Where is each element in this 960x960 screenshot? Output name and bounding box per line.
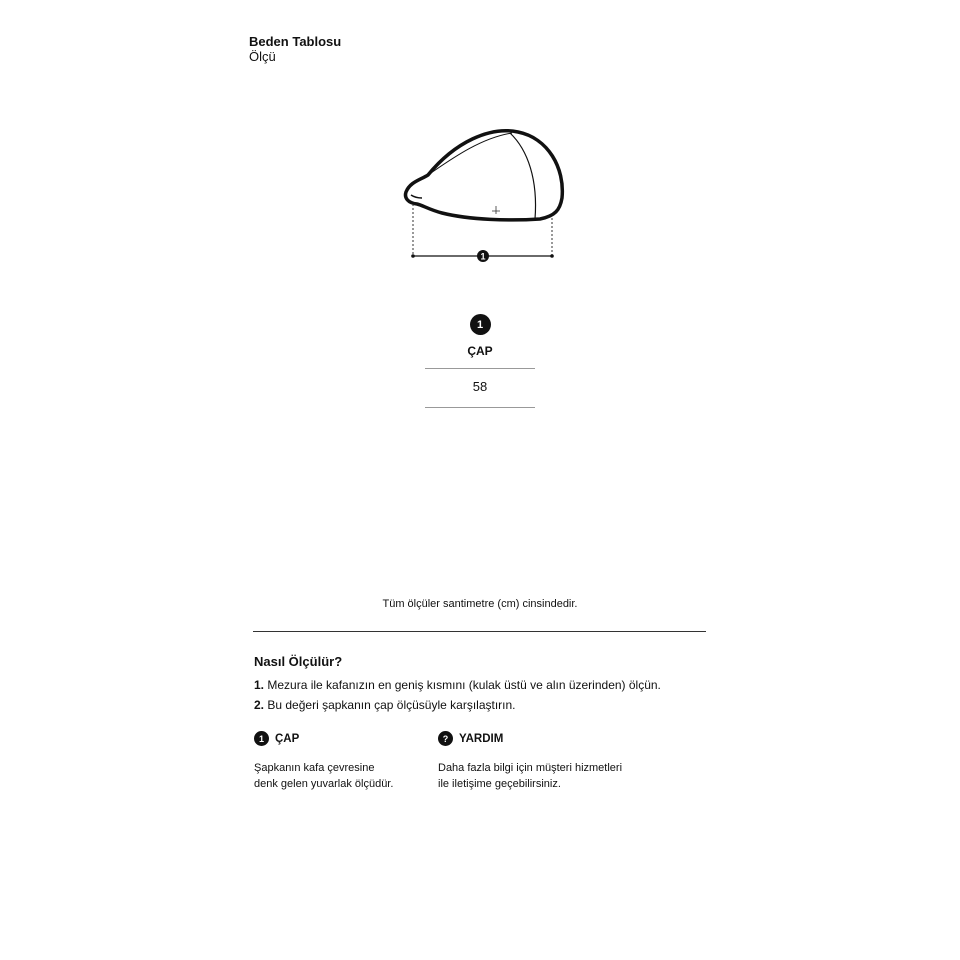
step-number: 1. bbox=[254, 678, 265, 692]
info-cap-header bbox=[254, 731, 454, 746]
units-note: Tüm ölçüler santimetre (cm) cinsindedir. bbox=[382, 598, 578, 610]
info-cap bbox=[254, 731, 454, 792]
info-cap-line: denk gelen yuvarlak ölçüdür. bbox=[254, 778, 394, 790]
info-help-line: Daha fazla bilgi için müşteri hizmetleri bbox=[438, 762, 623, 774]
flat-cap-hat-icon bbox=[400, 120, 570, 270]
size-table bbox=[425, 314, 535, 408]
column-label: ÇAP bbox=[467, 344, 493, 358]
info-help-body bbox=[438, 760, 638, 792]
info-help-line: ile iletişime geçebilirsiniz. bbox=[438, 778, 561, 790]
step-text: Mezura ile kafanızın en geniş kısmını (kulak üstü ve alın üzerinden) ölçün. bbox=[267, 678, 661, 692]
step-item bbox=[254, 695, 714, 715]
info-help-header bbox=[438, 731, 638, 746]
hat-diagram bbox=[400, 120, 570, 270]
info-help-title: YARDIM bbox=[459, 732, 504, 745]
column-marker-badge: 1 bbox=[470, 314, 491, 335]
page-header bbox=[249, 34, 341, 64]
help-icon: ? bbox=[438, 731, 453, 746]
info-cap-title: ÇAP bbox=[275, 732, 300, 745]
page-subtitle: Ölçü bbox=[249, 49, 276, 64]
step-text: Bu değeri şapkanın çap ölçüsüyle karşılaştırın. bbox=[267, 698, 516, 712]
info-cap-line: Şapkanın kafa çevresine bbox=[254, 762, 375, 774]
measure-marker-label: 1 bbox=[480, 251, 486, 262]
how-to-measure bbox=[254, 654, 714, 715]
table-rule-bottom bbox=[425, 407, 535, 408]
cap-marker-badge: 1 bbox=[254, 731, 269, 746]
step-item bbox=[254, 675, 714, 695]
section-divider bbox=[253, 631, 706, 632]
step-number: 2. bbox=[254, 698, 265, 712]
page-title: Beden Tablosu bbox=[249, 34, 342, 49]
how-to-title: Nasıl Ölçülür? bbox=[254, 654, 343, 669]
info-help bbox=[438, 731, 638, 792]
table-value: 58 bbox=[472, 379, 488, 394]
info-cap-body bbox=[254, 760, 454, 792]
